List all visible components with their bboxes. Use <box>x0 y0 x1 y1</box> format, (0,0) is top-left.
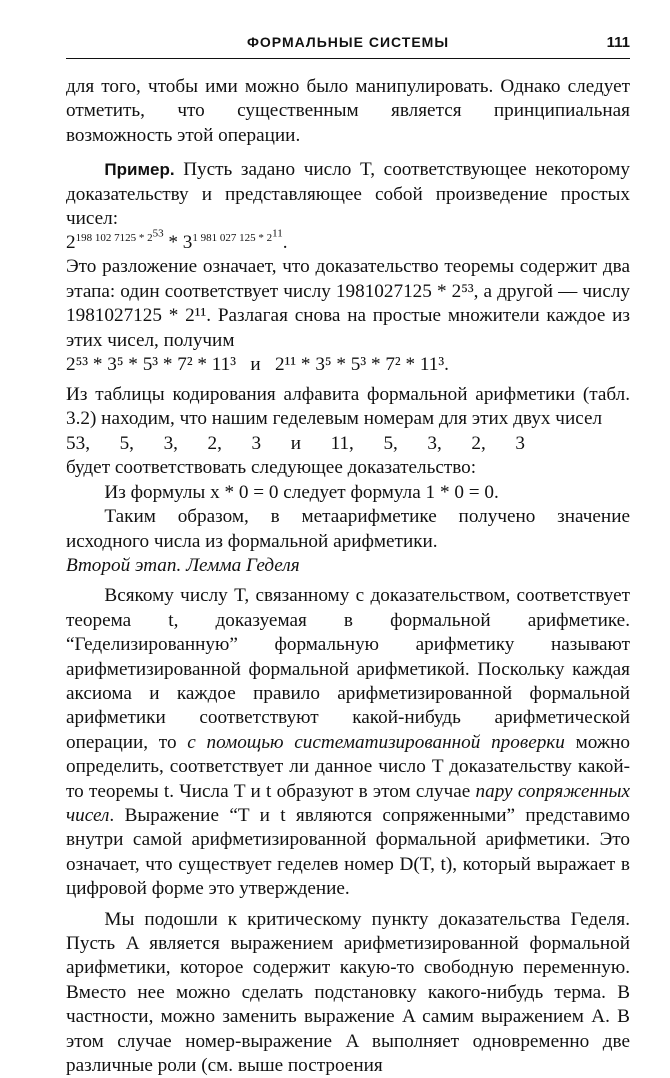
formula-exponent-1-power: 53 <box>152 227 164 240</box>
conclusion-paragraph: Таким образом, в метаарифметике получено значение исходного числа из формальной арифметики. <box>66 506 630 552</box>
decomposition-paragraph: Это разложение означает, что доказательство теоремы содержит два этапа: один соответствует числу 1981027125 * 2⁵³, а другой — числу 1981027125 * 2¹¹. Разлагая снова на простые множители каждое из этих чисел, получим <box>66 256 630 351</box>
lemma-text-c: . Выражение “T и t являются сопряженными” представимо внутри самой арифметизированной формальной арифметики. Это означает, что существует геделев номер D(T, t), который выражает в цифровой форме это утверждение. <box>66 804 630 900</box>
critical-point-paragraph: Мы подошли к критическому пункту доказательства Геделя. Пусть A является выражением арифметизированной формальной арифметики, которое содержит какую-то свободную переменную. Вместо нее можно сделать подстановку какого-нибудь терма. В частности, можно заменить выражение A самим выражением A. В этом случае номер-выражение A выполняет одновременно две различные роли (см. выше построения <box>66 908 630 1077</box>
proof-line: Из формулы x * 0 = 0 следует формула 1 * 0 = 0. <box>104 481 499 503</box>
formula-end: . <box>282 232 288 254</box>
lemma-italic-2: пару сопряженных чисел <box>66 780 630 826</box>
lemma-italic-1: с помощью систематизированной проверки <box>187 731 565 753</box>
lemma-text-a: Всякому числу T, связанному с доказательством, соответствует теорема t, доказуемая в формальной арифметике. “Геделизированную” формальную арифметику называют арифметизированной формальной арифметикой. Поскольку каждая аксиома и каждое правило арифметизированной формальной арифметики соответствуют какой-нибудь арифметической операции, то <box>66 585 630 753</box>
paragraph-continuation: для того, чтобы ими можно было манипулировать. Однако следует отметить, что существенным является принципиальная возможность этой операции. <box>66 76 630 146</box>
running-title: ФОРМАЛЬНЫЕ СИСТЕМЫ <box>246 34 450 50</box>
proof-intro: будет соответствовать следующее доказательство: <box>66 457 477 479</box>
section-title: Второй этап. Лемма Геделя <box>66 554 300 576</box>
godel-number-formula <box>66 227 630 255</box>
factorization-formula: 2⁵³ * 3⁵ * 5³ * 7² * 11³ и 2¹¹ * 3⁵ * 5³ * 7² * 11³. <box>66 354 449 376</box>
page-body <box>66 75 630 1078</box>
example-paragraph <box>66 158 630 231</box>
page-number: 111 <box>606 34 630 51</box>
formula-base-3: * 3 <box>163 232 193 254</box>
formula-base-2: 2 <box>66 232 76 254</box>
lemma-paragraph <box>66 584 630 901</box>
formula-exponent-2: 1 981 027 125 * 2 <box>192 232 273 245</box>
godel-numbers-list: 53, 5, 3, 2, 3 и 11, 5, 3, 2, 3 <box>66 432 525 454</box>
formula-exponent-1: 198 102 7125 * 2 <box>75 232 153 245</box>
table-paragraph: Из таблицы кодирования алфавита формальной арифметики (табл. 3.2) находим, что нашим геделевым номерам для этих двух чисел <box>66 384 630 430</box>
example-text: Пусть задано число T, соответствующее некоторому доказательству и представляющее собой произведение простых чисел: <box>66 159 630 230</box>
formula-exponent-2-power: 11 <box>272 227 283 240</box>
lemma-text-b: можно определить, соответствует ли данное число T доказательству какой-то теоремы t. Числа T и t образуют в этом случае <box>66 731 630 802</box>
example-lead: Пример. <box>104 160 175 180</box>
page-header <box>66 34 630 59</box>
